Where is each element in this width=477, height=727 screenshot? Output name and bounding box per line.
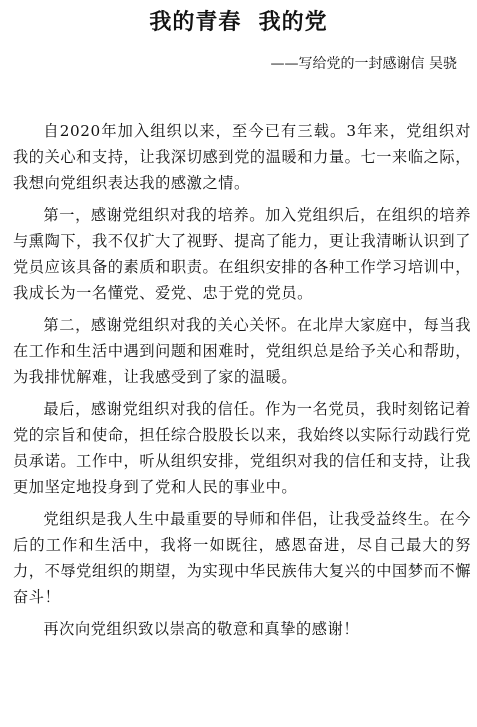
letter-byline: ——写给党的一封感谢信 吴骁 bbox=[270, 56, 457, 72]
paragraph-final-thanks: 最后，感谢党组织对我的信任。作为一名党员，我时刻铭记着党的宗旨和使命，担任综合股股长以来，我始终以实际行动践行党员承诺。工作中，听从组织安排，党组织对我的信任和支持，让我更加坚定地投身到了党和人民的事业中。 bbox=[13, 400, 471, 496]
paragraph-commitment: 党组织是我人生中最重要的导师和伴侣，让我受益终生。在今后的工作和生活中，我将一如既往，感恩奋进，尽自己最大的努力，不辱党组织的期望，为实现中华民族伟大复兴的中国梦而不懈奋斗！ bbox=[13, 510, 471, 606]
paragraph-first-thanks: 第一，感谢党组织对我的培养。加入党组织后，在组织的培养与熏陶下，我不仅扩大了视野、提高了能力，更让我清晰认识到了党员应该具备的素质和职责。在组织安排的各种工作学习培训中，我成长为一名懂党、爱党、忠于党的党员。 bbox=[13, 206, 471, 302]
paragraph-second-thanks: 第二，感谢党组织对我的关心关怀。在北岸大家庭中，每当我在工作和生活中遇到问题和困难时，党组织总是给予关心和帮助，为我排忧解难，让我感受到了家的温暖。 bbox=[13, 316, 471, 386]
letter-body bbox=[13, 118, 471, 642]
paragraph-intro: 自2020年加入组织以来，至今已有三载。3年来，党组织对我的关心和支持，让我深切感到党的温暖和力量。七一来临之际，我想向党组织表达我的感激之情。 bbox=[13, 122, 471, 192]
letter-title: 我的青春 我的党 bbox=[149, 10, 328, 35]
paragraph-closing: 再次向党组织致以崇高的敬意和真挚的感谢！ bbox=[43, 620, 360, 638]
